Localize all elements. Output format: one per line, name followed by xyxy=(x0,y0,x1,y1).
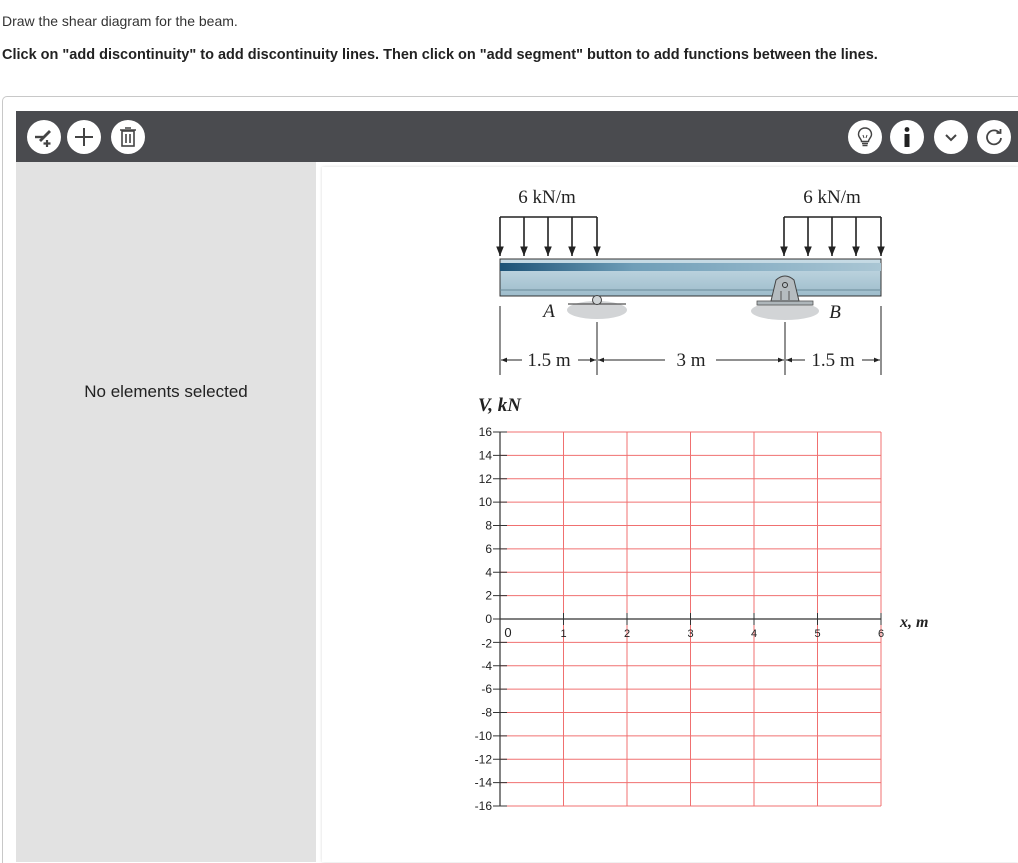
y-tick-label: 2 xyxy=(485,588,492,603)
load-left-label: 6 kN/m xyxy=(518,187,576,208)
y-tick-label: 16 xyxy=(478,425,492,439)
beam-figure xyxy=(500,187,881,375)
y-tick-label: 14 xyxy=(478,448,492,463)
x-tick-labels xyxy=(504,625,884,640)
x-tick-label: 0 xyxy=(504,625,512,640)
x-tick-label: 4 xyxy=(750,628,758,640)
x-tick-label: 2 xyxy=(623,628,631,640)
y-tick-label: 6 xyxy=(485,541,492,556)
shear-graph[interactable] xyxy=(475,395,929,813)
y-tick-label: -4 xyxy=(481,658,492,673)
y-tick-label: -16 xyxy=(474,799,492,813)
y-tick-label: 4 xyxy=(485,565,492,580)
support-a-roller xyxy=(541,296,627,323)
y-tick-label: 8 xyxy=(485,518,492,533)
x-tick-label: 6 xyxy=(877,628,885,640)
y-tick-label: -10 xyxy=(474,728,492,743)
y-tick-labels xyxy=(475,425,493,813)
y-tick-label: -12 xyxy=(474,752,492,767)
x-tick-label: 5 xyxy=(814,628,821,640)
dim-mid-label: 3 m xyxy=(676,350,706,371)
dim-right-label: 1.5 m xyxy=(811,350,855,371)
beam xyxy=(500,259,881,296)
dim-left-label: 1.5 m xyxy=(527,350,571,371)
y-tick-label: -6 xyxy=(481,682,492,697)
question-instructions: Click on "add discontinuity" to add discontinuity lines. Then click on "add segment" button to add functions between the lines. xyxy=(2,47,878,63)
load-right-label: 6 kN/m xyxy=(803,187,861,208)
question-prompt: Draw the shear diagram for the beam. xyxy=(2,13,238,29)
support-a-label: A xyxy=(543,301,555,322)
distributed-load-right xyxy=(784,217,881,256)
y-tick-label: 0 xyxy=(485,612,492,626)
y-tick-label: 10 xyxy=(478,495,492,510)
y-tick-label: 12 xyxy=(478,471,492,486)
x-tick-label: 1 xyxy=(560,628,567,640)
y-tick-label: -2 xyxy=(481,636,492,651)
graph-axes xyxy=(493,432,881,806)
distributed-load-left xyxy=(500,217,597,256)
support-b-label: B xyxy=(829,302,841,323)
y-tick-label: -8 xyxy=(481,705,492,720)
selection-status: No elements selected xyxy=(84,382,248,401)
y-tick-label: -14 xyxy=(474,775,492,790)
x-axis-label: x, m xyxy=(900,614,929,631)
y-axis-label: V, kN xyxy=(478,395,521,416)
x-tick-label: 3 xyxy=(687,628,694,640)
